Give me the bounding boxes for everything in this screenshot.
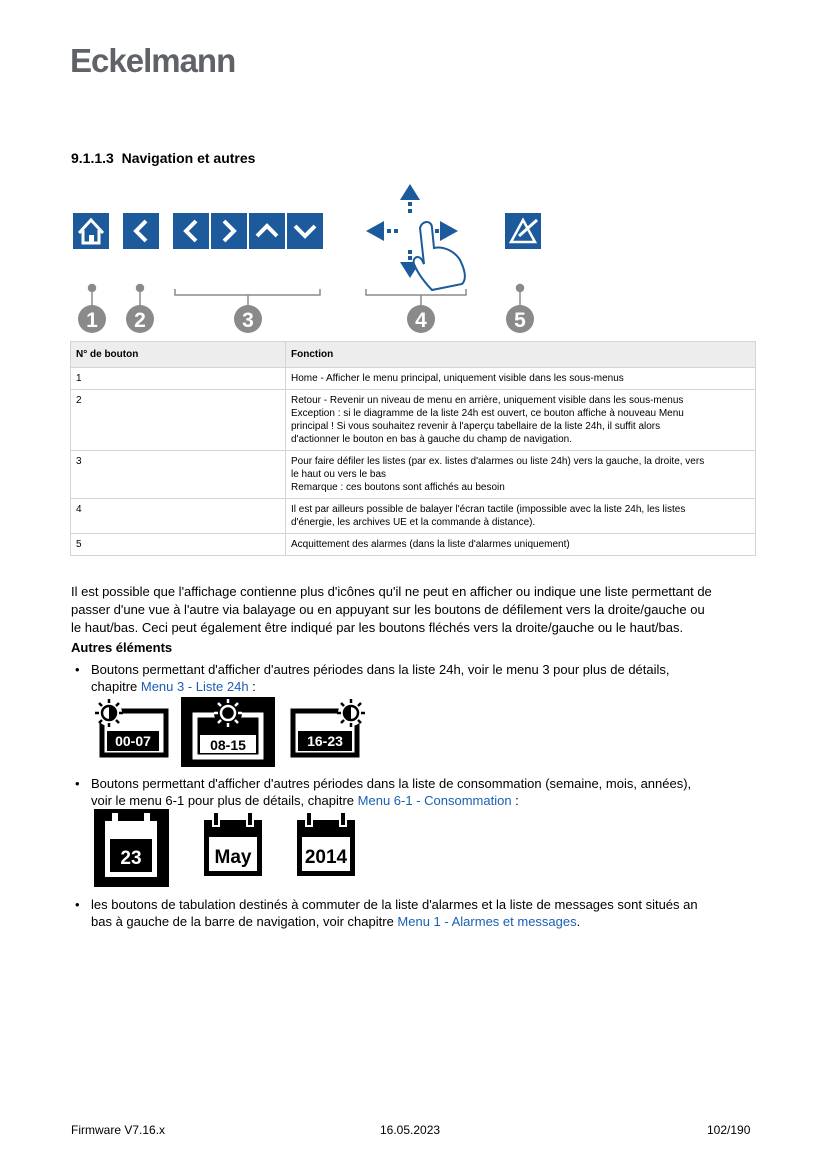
button-function-table — [70, 341, 756, 556]
period-label: 00-07 — [115, 733, 151, 749]
callout-lines — [89, 285, 524, 309]
bullet-text: Boutons permettant d'afficher d'autres périodes dans la liste de consommation (semaine, mois, années), — [91, 776, 692, 791]
button-number: 2 — [71, 390, 286, 451]
callout-3 — [234, 305, 262, 333]
function-line: Remarque : ces boutons sont affichés au besoin — [291, 482, 505, 493]
bullet-text: voir le menu 6-1 pour plus de détails, chapitre — [91, 793, 358, 808]
home-button-icon — [73, 213, 109, 249]
section-title-text: Navigation et autres — [121, 150, 256, 166]
function-line: Retour - Revenir un niveau de menu en arrière, uniquement visible dans les sous-menus — [291, 395, 684, 406]
bullet-text: . — [576, 914, 581, 929]
calendar-icon-month — [198, 809, 268, 879]
function-line: Acquittement des alarmes (dans la liste d'alarmes uniquement) — [291, 539, 570, 550]
table-row — [71, 499, 756, 534]
bullet-text: chapitre — [91, 679, 141, 694]
button-number: 5 — [71, 534, 286, 556]
function-line: principal ! Si vous souhaitez revenir à l'aperçu tabellaire de la liste 24h, il suffit alors — [291, 421, 661, 432]
function-line: Il est par ailleurs possible de balayer l'écran tactile (impossible avec la liste 24h, les listes — [291, 504, 686, 515]
button-number: 3 — [71, 451, 286, 499]
footer-date: 16.05.2023 — [380, 1123, 441, 1137]
paragraph-line: Il est possible que l'affichage contienne plus d'icônes qu'il ne peut en afficher ou indique une liste permettant de — [71, 584, 712, 599]
period-icon-night — [93, 697, 173, 763]
scroll-down-icon — [287, 213, 323, 249]
period-icons-row — [93, 697, 369, 767]
button-function — [286, 499, 756, 534]
swipe-gesture-icon — [366, 184, 465, 290]
paragraph-line: passer d'une vue à l'autre via balayage ou en appuyant sur les boutons de défilement vers la droite/gauche ou — [71, 602, 705, 617]
function-line: d'actionner le bouton en bas à gauche du champ de navigation. — [291, 434, 573, 445]
link-menu-3[interactable]: Menu 3 - Liste 24h — [140, 679, 249, 694]
paragraph-line: le haut/bas. Ceci peut également être indiqué par les boutons fléchés vers la droite/gauche ou le haut/bas. — [71, 620, 684, 635]
footer-firmware: Firmware V7.16.x — [71, 1123, 166, 1137]
scroll-up-icon — [249, 213, 285, 249]
svg-text:1: 1 — [86, 309, 98, 332]
button-function — [286, 390, 756, 451]
calendar-icon-year — [291, 809, 361, 879]
function-line: le haut ou vers le bas — [291, 469, 387, 480]
scroll-left-icon — [173, 213, 209, 249]
company-logo: Eckelmann — [70, 42, 236, 79]
section-heading — [71, 150, 255, 166]
period-label: 08-15 — [210, 737, 246, 753]
button-function — [286, 368, 756, 390]
period-label: 16-23 — [307, 733, 343, 749]
bullet-consumption-buttons — [75, 775, 755, 809]
bullet-text: les boutons de tabulation destinés à commuter de la liste d'alarmes et la liste de messages sont situés an — [91, 897, 698, 912]
svg-text:3: 3 — [242, 309, 254, 332]
navigation-buttons-figure — [70, 180, 590, 340]
period-icon-day — [181, 697, 275, 767]
link-menu-6-1[interactable]: Menu 6-1 - Consommation — [357, 793, 512, 808]
callout-1 — [78, 305, 106, 333]
bullet-tab-buttons — [75, 896, 755, 930]
bullet-text: Boutons permettant d'afficher d'autres périodes dans la liste 24h, voir le menu 3 pour plus de détails, — [91, 662, 670, 677]
table-row — [71, 390, 756, 451]
other-elements-heading: Autres éléments — [71, 640, 173, 655]
bullet-text: : — [511, 793, 519, 808]
bullet-period-buttons — [75, 661, 755, 695]
callout-2 — [126, 305, 154, 333]
table-row — [71, 451, 756, 499]
bullet-dot: • — [75, 662, 80, 677]
calendar-label: May — [214, 847, 252, 868]
function-line: d'énergie, les archives UE et la commande à distance). — [291, 517, 536, 528]
svg-text:2: 2 — [134, 309, 146, 332]
button-function — [286, 451, 756, 499]
scroll-right-icon — [211, 213, 247, 249]
function-line: Home - Afficher le menu principal, uniquement visible dans les sous-menus — [291, 373, 624, 384]
info-paragraph — [71, 583, 761, 637]
bullet-text: : — [248, 679, 256, 694]
calendar-icon-week — [94, 809, 169, 887]
bullet-dot: • — [75, 776, 80, 791]
callout-4 — [407, 305, 435, 333]
callout-5 — [506, 305, 534, 333]
svg-text:5: 5 — [514, 309, 526, 332]
button-function — [286, 534, 756, 556]
link-menu-1[interactable]: Menu 1 - Alarmes et messages — [397, 914, 577, 929]
calendar-icons-row — [94, 809, 361, 887]
bullet-dot: • — [75, 897, 80, 912]
svg-text:4: 4 — [415, 309, 427, 332]
period-icon-evening — [289, 697, 369, 763]
function-line: Pour faire défiler les listes (par ex. listes d'alarmes ou liste 24h) vers la gauche, la droite, vers — [291, 456, 705, 467]
table-row — [71, 368, 756, 390]
calendar-label: 2014 — [304, 847, 348, 868]
column-header: Fonction — [286, 342, 756, 368]
section-number: 9.1.1.3 — [71, 150, 114, 166]
footer-page-number: 102/190 — [707, 1123, 751, 1137]
button-number: 1 — [71, 368, 286, 390]
calendar-label: 23 — [120, 848, 142, 869]
function-line: Exception : si le diagramme de la liste 24h est ouvert, ce bouton affiche à nouveau Menu — [291, 408, 684, 419]
column-header: N° de bouton — [71, 342, 286, 368]
table-header-row — [71, 342, 756, 368]
acknowledge-alarm-icon — [505, 213, 541, 249]
table-row — [71, 534, 756, 556]
button-number: 4 — [71, 499, 286, 534]
bullet-text: bas à gauche de la barre de navigation, voir chapitre — [91, 914, 398, 929]
back-button-icon — [123, 213, 159, 249]
